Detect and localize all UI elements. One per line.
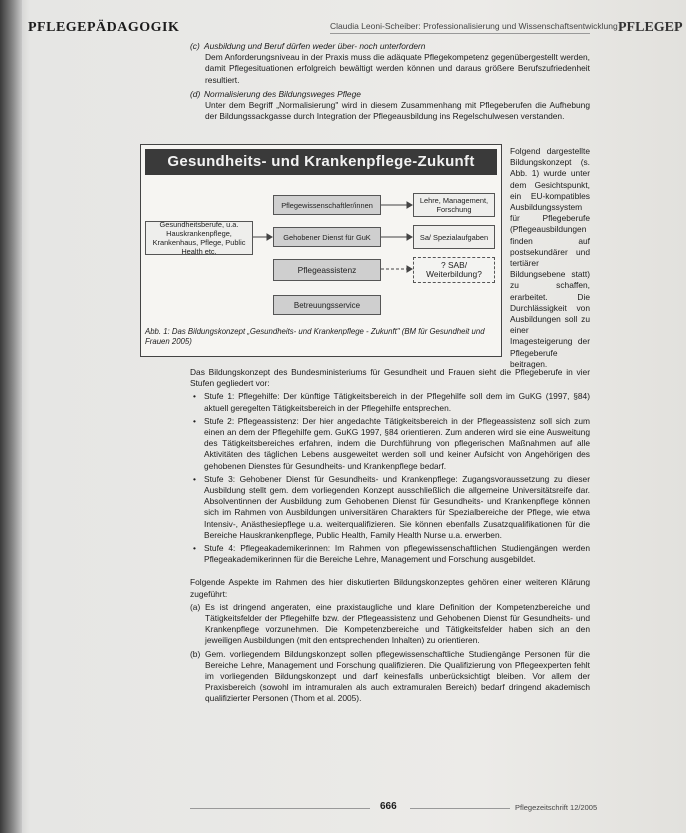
list-item-stufe-2: • Stufe 2: Pflegeassistenz: Der hier angedachte Tätigkeitsbereich in der Pflegeassistenz soll sich zum einen an dem der Pflegehilfe gem. GuKG 1997, §84 orientieren. Zum anderen wird sie eine Ausweitung des Tätigkeitsbereiches erfahren, indem die Durchführung von pflegerischen Maßnahmen auf alle Aktivitäten des täglichen Lebens ausgeweitet werden soll und keiner Aufsicht von Angehörigen des gehobenen Dienstes für Gesundheits- und Krankenpflege bedarf.	[190, 416, 590, 472]
upper-text	[190, 40, 590, 125]
figure-caption: Abb. 1: Das Bildungskonzept „Gesundheits- und Krankenpflege - Zukunft" (BM für Gesundheit und Frauen 2005)	[145, 327, 485, 346]
list-item-stufe-3: • Stufe 3: Gehobener Dienst für Gesundheits- und Krankenpflege: Zugangsvoraussetzung zu dieser Ausbildung stellt gem. dem vorliegenden Konzept ausschließlich die allgemeine Universitätsreife dar. Absolventinnen der Ausbildung zum Gehobenen Dienst für Gesundheits- und Krankenpflege können sich im Rahmen von Ausbildungen universitären Charakters für Spezialbereiche der Pflege, wie etwa Intensiv-, Anästhesiepflege u.a. weiterqualifizieren. Sie können ebenfalls Zusatzqualifikationen für die Bereiche Hauskrankenpflege, Public Health, Family Health Nurse u.a. erwerben.	[190, 474, 590, 541]
aspect-text: Gem. vorliegendem Bildungskonzept sollen pflegewissenschaftliche Studiengänge Personen für die Bereiche Lehre, Management und Forschung qualifizieren. Die Qualifizierung von Pflegeexperten fehlt im vorliegenden Bildungskonzept und darf keinesfalls unberücksichtigt bleiben. Vor allem der Praxisbereich (sowohl im intramuralen als auch extramuralen Bereich) bedarf dringend akademisch qualifizierter Personen (Thom et al. 2005).	[205, 648, 590, 704]
box-lehre-management: Lehre, Management, Forschung	[413, 193, 495, 217]
box-pflegewissenschaftler: Pflegewissenschaftler/innen	[273, 195, 381, 215]
arrowhead-right	[407, 234, 412, 240]
page-number: 666	[380, 801, 397, 812]
section-heading-c	[190, 41, 590, 52]
running-title: Claudia Leoni-Scheiber: Professionalisierung und Wissenschaftsentwicklung	[330, 21, 618, 31]
box-betreuungsservice: Betreuungsservice	[273, 295, 381, 315]
lower-text	[190, 367, 590, 705]
arrowhead-right	[267, 234, 272, 240]
list-item-stufe-1: • Stufe 1: Pflegehilfe: Der künftige Tätigkeitsbereich in der Pflegehilfe soll dem im GuKG (1997, §84) aktuell geregelten Tätigkeitsbereich in der Pflegehilfe entsprechen.	[190, 391, 590, 413]
aspects-intro: Folgende Aspekte im Rahmen des hier diskutierten Bildungskonzeptes gehören einer weiteren Klärung zugeführt:	[190, 577, 590, 599]
box-gesundheitsberufe: Gesundheitsberufe, u.a. Hauskrankenpflege, Krankenhaus, Pflege, Public Health etc.	[145, 221, 253, 255]
arrowhead-right	[407, 202, 412, 208]
section-label: (c)	[190, 41, 200, 51]
section-heading-d	[190, 89, 590, 100]
paragraph-gap	[190, 565, 590, 577]
box-spezialaufgaben: Sa/ Spezialaufgaben	[413, 225, 495, 249]
aspect-label: (b)	[190, 648, 201, 659]
box-gehobener-dienst: Gehobener Dienst für GuK	[273, 227, 381, 247]
side-paragraph: Folgend dargestellte Bildungskonzept (s. Abb. 1) wurde unter dem Gesichtspunkt, ein EU-kompatibles Ausbildungssystem für Pflegeberufe (Pflegeausbildungen finden auf postsekundärer und tertiärer Bildungsebene statt) zu schaffen, erarbeitet. Die Durchlässigkeit von Ausbildungen soll zu einer Imagesteigerung der Pflegeberufe beitragen.	[510, 146, 590, 369]
section-body-d: Unter dem Begriff „Normalisierung" wird in diesem Zusammenhang mit Pflegeberufen die Aufhebung der Bildungssackgasse durch Integration der Pflegeausbildung ins Regelschulwesen verstanden.	[205, 100, 590, 122]
footer-rule-right	[410, 808, 510, 809]
aspect-label: (a)	[190, 601, 201, 612]
footer-rule-left	[190, 808, 370, 809]
arrowhead-right	[407, 266, 412, 272]
section-body-c: Dem Anforderungsniveau in der Praxis muss die adäquate Pflegekompetenz gegenübergestellt werden, damit Pflegesituationen erfolgreich bewältigt werden können und daraus größere Berufszufriedenheit resultiert.	[205, 52, 590, 85]
figure-bildungskonzept	[140, 144, 502, 357]
aspect-text: Es ist dringend angeraten, eine praxistaugliche und klare Definition der Kompetenzbereiche und Tätigkeitsfelder der Pflegehilfe bzw. der Pflegeassistenz und Gehobenen Dienst für Gesundheits- und Krankenpflege vorzunehmen. Die Kompetenzbereiche und Tätigkeitsfelder haben sich an den jeweiligen Ausbildungen (mit den entsprechenden Inhalten) zu orientieren.	[205, 601, 590, 646]
journal-title-left: PFLEGEPÄDAGOGIK	[28, 20, 180, 35]
box-sab-weiterbildung: ? SAB/ Weiterbildung?	[413, 257, 495, 283]
aspect-item-b	[190, 649, 590, 705]
header-rule	[330, 33, 590, 34]
figure-title: Gesundheits- und Krankenpflege-Zukunft	[145, 149, 497, 175]
aspect-item-a	[190, 602, 590, 647]
section-label: (d)	[190, 88, 201, 99]
section-title: Ausbildung und Beruf dürfen weder über- noch unterfordern	[204, 41, 426, 51]
journal-issue: Pflegezeitschrift 12/2005	[515, 803, 598, 812]
list-item-stufe-4: • Stufe 4: Pflegeakademikerinnen: Im Rahmen von pflegewissenschaftlichen Studiengängen werden Pflegeakademikerinnen für die Bereiche Lehre, Management und Forschung ausgebildet.	[190, 543, 590, 565]
box-pflegeassistenz: Pflegeassistenz	[273, 259, 381, 281]
book-spine-shadow	[0, 0, 22, 833]
journal-title-right: PFLEGEP	[618, 20, 683, 35]
intro-paragraph: Das Bildungskonzept des Bundesministeriums für Gesundheit und Frauen sieht die Pflegeberufe in vier Stufen gegliedert vor:	[190, 367, 590, 389]
section-title: Normalisierung des Bildungsweges Pflege	[204, 88, 361, 99]
